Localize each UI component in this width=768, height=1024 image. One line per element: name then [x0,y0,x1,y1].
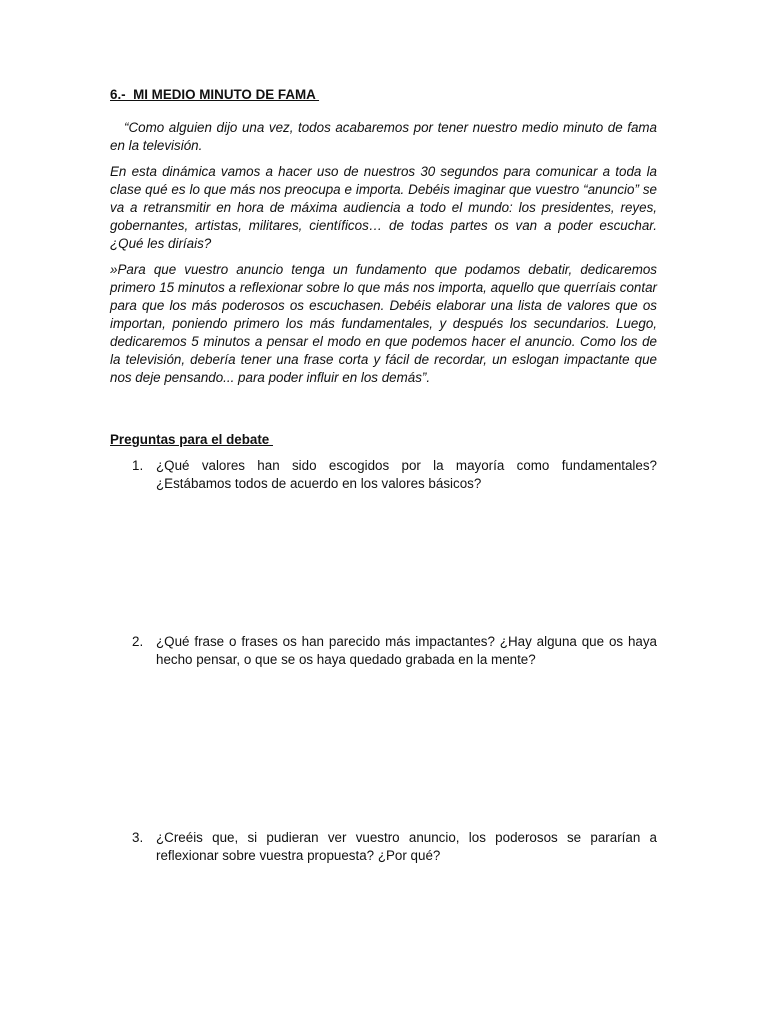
question-item [110,633,657,669]
question-text: ¿Creéis que, si pudieran ver vuestro anuncio, los poderosos se pararían a reflexionar sobre vuestra propuesta? ¿Por qué? [156,830,657,863]
question-item [110,829,657,865]
debate-questions-title: Preguntas para el debate [110,432,273,447]
question-item [110,457,657,493]
activity-heading: 6.- MI MEDIO MINUTO DE FAMA [110,87,320,102]
question-number: 2. [132,634,144,649]
question-text: ¿Qué frase o frases os han parecido más impactantes? ¿Hay alguna que os haya hecho pensar, o que se os haya quedado grabada en la mente? [156,634,657,667]
dynamic-description-paragraph: En esta dinámica vamos a hacer uso de nuestros 30 segundos para comunicar a toda la clase qué es lo que más nos preocupa e importa. Debéis imaginar que vuestro “anuncio” se va a retransmitir en hora de máxima audiencia a todo el mundo: los presidentes, reyes, gobernantes, artistas, militares, científicos… de todas partes os van a poder escuchar. ¿Qué les diríais? [110,164,657,251]
debate-questions-list [110,457,657,865]
document-body [110,86,657,865]
instructions-paragraph: »Para que vuestro anuncio tenga un fundamento que podamos debatir, dedicaremos primero 15 minutos a reflexionar sobre lo que más nos importa, aquello que querríais contar para que los más poderosos os escuchasen. Debéis elaborar una lista de valores que os importan, poniendo primero los más fundamentales, y después los secundarios. Luego, dedicaremos 5 minutos a pensar el modo en que podemos hacer el anuncio. Como los de la televisión, debería tener una frase corta y fácil de recordar, un eslogan impactante que nos deje pensando... para poder influir en los demás”. [110,262,657,385]
question-text: ¿Qué valores han sido escogidos por la mayoría como fundamentales? ¿Estábamos todos de acuerdo en los valores básicos? [156,458,657,491]
intro-quote-paragraph: “Como alguien dijo una vez, todos acabaremos por tener nuestro medio minuto de fama en la televisión. [110,120,657,153]
question-number: 3. [132,830,144,845]
question-number: 1. [132,458,144,473]
